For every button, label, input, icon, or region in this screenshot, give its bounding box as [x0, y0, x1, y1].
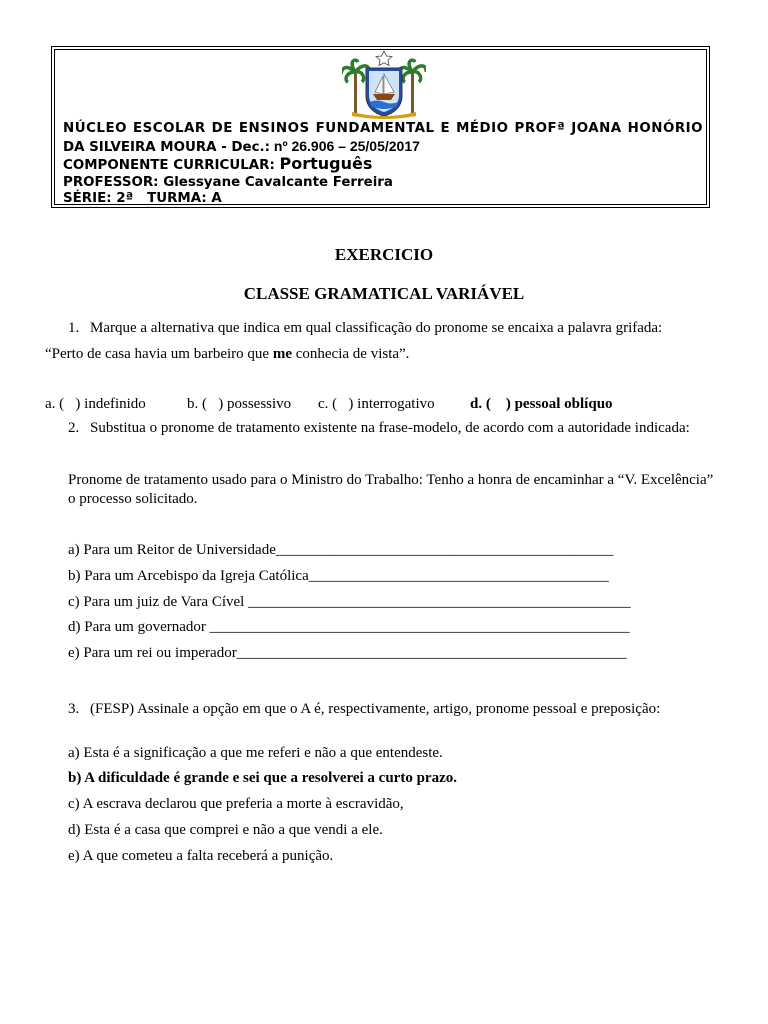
school-header-inner	[54, 49, 707, 205]
school-name-line1: NÚCLEO ESCOLAR DE ENSINOS FUNDAMENTAL E MÉDIO PROFª JOANA HONÓRIO	[63, 121, 703, 136]
q3-option-b: b) A dificuldade é grande e sei que a resolverei a curto prazo.	[68, 770, 457, 786]
q2-prompt: Substitua o pronome de tratamento existente na frase-modelo, de acordo com a autoridade indicada:	[90, 420, 690, 436]
q2-number: 2.	[68, 420, 80, 436]
q1-option-b: b. ( ) possessivo	[187, 396, 292, 412]
q2-text-line1: Pronome de tratamento usado para o Ministro do Trabalho: Tenho a honra de encaminhar a “V. Excelência”	[68, 472, 714, 488]
professor-line: PROFESSOR: Glessyane Cavalcante Ferreira	[63, 174, 393, 190]
subject-value: Português	[279, 154, 373, 174]
q1-option-c: c. ( ) interrogativo	[318, 396, 435, 412]
q3-option-d: d) Esta é a casa que comprei e não a que vendi a ele.	[68, 822, 383, 838]
q1-quote-bold: me	[272, 346, 292, 362]
q1-number: 1.	[68, 320, 80, 336]
school-header	[51, 46, 710, 208]
subject-label: COMPONENTE CURRICULAR:	[63, 158, 280, 174]
q1-option-d: d. ( ) pessoal oblíquo	[470, 396, 613, 412]
q3-prompt: (FESP) Assinale a opção em que o A é, respectivamente, artigo, pronome pessoal e preposição:	[90, 701, 661, 717]
decree-date: nº 26.906 – 25/05/2017	[270, 137, 420, 154]
q3-option-c: c) A escrava declarou que preferia a morte à escravidão,	[68, 796, 404, 812]
q1-quote-before: “Perto de casa havia um barbeiro que	[45, 346, 273, 362]
page-subtitle: CLASSE GRAMATICAL VARIÁVEL	[243, 284, 525, 303]
subject-line	[63, 156, 703, 175]
q2-text-line2: o processo solicitado.	[68, 491, 198, 507]
q1-option-a: a. ( ) indefinido	[45, 396, 146, 412]
q2-item-e: e) Para um rei ou imperador____________________________________________________	[68, 645, 627, 661]
q3-option-a: a) Esta é a significação a que me referi e não a que entendeste.	[68, 745, 443, 761]
q2-item-d: d) Para um governador ________________________________________________________	[68, 619, 630, 635]
state-coat-of-arms-icon	[342, 50, 426, 120]
serie-line: SÉRIE: 2ª TURMA: A	[63, 191, 222, 207]
header-text	[63, 121, 703, 208]
q3-number: 3.	[68, 701, 80, 717]
q2-item-a: a) Para um Reitor de Universidade_____________________________________________	[68, 542, 614, 558]
q2-item-b: b) Para um Arcebispo da Igreja Católica________________________________________	[68, 568, 609, 584]
school-name-line2	[63, 138, 703, 157]
q3-option-e: e) A que cometeu a falta receberá a punição.	[68, 848, 334, 864]
school-name-line2-text: DA SILVEIRA MOURA - Dec.:	[63, 139, 270, 155]
q1-quote	[45, 346, 409, 363]
q1-quote-after: conhecia de vista”.	[291, 346, 410, 362]
page-title: EXERCICIO	[334, 245, 434, 264]
q2-item-c: c) Para um juiz de Vara Cível ___________________________________________________	[68, 594, 631, 610]
q1-prompt: Marque a alternativa que indica em qual classificação do pronome se encaixa a palavra grifada:	[90, 320, 663, 336]
